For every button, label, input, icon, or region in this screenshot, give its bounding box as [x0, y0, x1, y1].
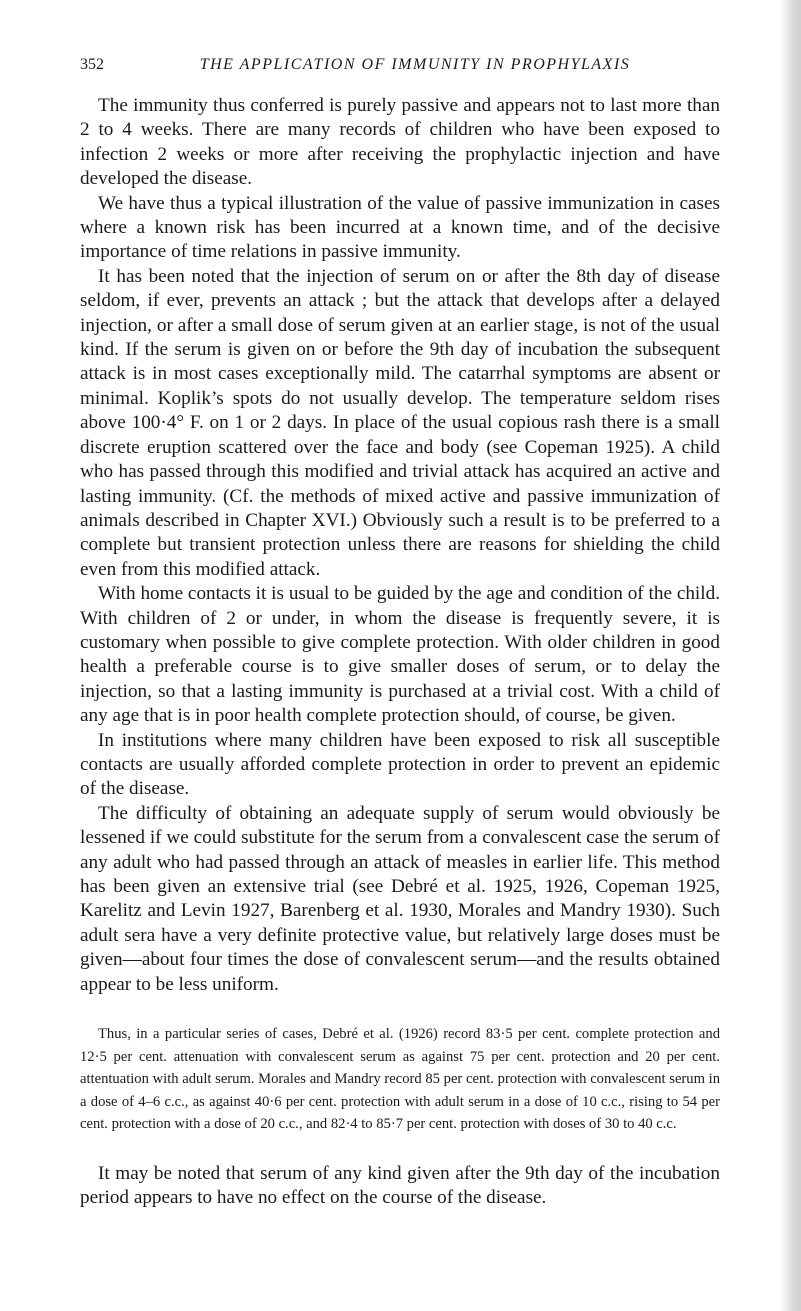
- page-body: [80, 94, 720, 1210]
- running-title: THE APPLICATION OF IMMUNITY IN PROPHYLAXIS: [199, 56, 631, 73]
- paragraph: We have thus a typical illustration of the value of passive immunization in cases where a known risk has been incurred at a known time, and of the decisive importance of time relations in passive immunity.: [80, 192, 720, 263]
- final-paragraph: It may be noted that serum of any kind given after the 9th day of the incubation period appears to have no effect on the course of the disease.: [80, 1162, 720, 1208]
- page-number: 352: [80, 56, 104, 73]
- page-edge-shadow: [779, 0, 801, 1311]
- small-print-paragraph: Thus, in a particular series of cases, Debré et al. (1926) record 83·5 per cent. complete protection and 12·5 per cent. attenuation with convalescent serum as against 75 per cent. protection and 20 per cent. attentuation with adult serum. Morales and Mandry record 85 per cent. protection with convalescent serum in a dose of 4–6 c.c., as against 40·6 per cent. protection with adult serum in a dose of 10 c.c., rising to 54 per cent. protection with a dose of 20 c.c., and 82·4 to 85·7 per cent. protection with doses of 30 to 40 c.c.: [80, 1026, 720, 1133]
- page-header: [80, 56, 720, 80]
- paragraph: With home contacts it is usual to be guided by the age and condition of the child. With children of 2 or under, in whom the disease is frequently severe, it is customary when possible to give complete protection. With older children in good health a preferable course is to give smaller doses of serum, or to delay the injection, so that a lasting immunity is purchased at a trivial cost. With a child of any age that is in poor health complete protection should, of course, be given.: [80, 583, 720, 727]
- paragraph: The immunity thus conferred is purely passive and appears not to last more than 2 to 4 weeks. There are many records of children who have been exposed to infection 2 weeks or more after receiving the prophylactic injection and have developed the disease.: [80, 95, 720, 190]
- paragraph: It has been noted that the injection of serum on or after the 8th day of disease seldom, if ever, prevents an attack ; but the attack that develops after a delayed injection, or after a small dose of serum given at an earlier stage, is not of the usual kind. If the serum is given on or before the 9th day of incubation the subsequent attack is in most cases exceptionally mild. The catarrhal symptoms are absent or minimal. Koplik’s spots do not usually develop. The temperature seldom rises above 100·4° F. on 1 or 2 days. In place of the usual copious rash there is a small discrete eruption scattered over the face and body (see Copeman 1925). A child who has passed through this modified and trivial attack has acquired an active and lasting immunity. (Cf. the methods of mixed active and passive immunization of animals described in Chapter XVI.) Obviously such a result is to be preferred to a complete but transient protection unless there are reasons for shielding the child even from this modified attack.: [80, 265, 720, 580]
- paragraph: In institutions where many children have been exposed to risk all susceptible contacts are usually afforded complete protection in order to prevent an epidemic of the disease.: [80, 729, 720, 800]
- paragraph: The difficulty of obtaining an adequate supply of serum would obviously be lessened if we could substitute for the serum from a convalescent case the serum of any adult who had passed through an attack of measles in earlier life. This method has been given an extensive trial (see Debré et al. 1925, 1926, Copeman 1925, Karelitz and Levin 1927, Barenberg et al. 1930, Morales and Mandry 1930). Such adult sera have a very definite protective value, but relatively large doses must be given—about four times the dose of convalescent serum—and the results obtained appear to be less uniform.: [80, 802, 720, 995]
